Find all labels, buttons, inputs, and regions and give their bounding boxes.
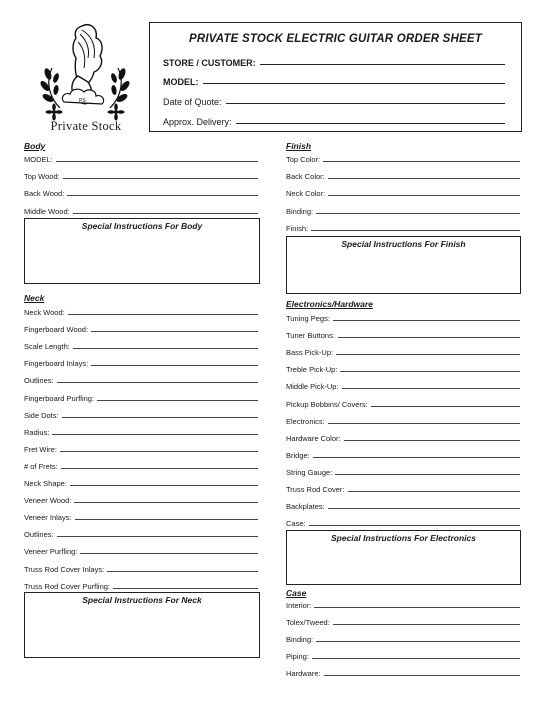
- field-label: Fingerboard Purfling:: [24, 393, 95, 403]
- electronics-field-row[interactable]: [286, 499, 520, 511]
- field-entry-line[interactable]: [309, 525, 520, 526]
- field-entry-line[interactable]: [70, 485, 258, 486]
- field-label: Case:: [286, 519, 306, 529]
- neck-field-row[interactable]: [24, 356, 258, 368]
- finish-field-row[interactable]: [286, 152, 520, 164]
- neck-field-row[interactable]: [24, 322, 258, 334]
- field-label: Truss Rod Cover Inlays:: [24, 564, 105, 574]
- neck-field-row[interactable]: [24, 579, 258, 591]
- field-label: MODEL:: [163, 77, 199, 87]
- field-label: Radius:: [24, 427, 50, 437]
- neck-field-row[interactable]: [24, 493, 258, 505]
- field-label: Bass Pick-Up:: [286, 348, 334, 358]
- electronics-heading: Electronics/Hardware: [286, 299, 373, 309]
- field-label: Neck Color:: [286, 189, 326, 199]
- field-label: STORE / CUSTOMER:: [163, 58, 256, 68]
- electronics-field-row[interactable]: [286, 397, 520, 409]
- field-label: Approx. Delivery:: [163, 117, 232, 127]
- field-entry-line[interactable]: [333, 320, 520, 321]
- order-header: [149, 22, 522, 132]
- field-label: Neck Shape:: [24, 479, 67, 488]
- field-label: Top Color:: [286, 155, 321, 164]
- field-label: Electronics:: [286, 416, 325, 426]
- electronics-instructions-box[interactable]: [286, 530, 521, 585]
- field-label: # of Frets:: [24, 461, 58, 471]
- date-of-quote-field[interactable]: [163, 93, 505, 107]
- body-heading: Body: [24, 141, 46, 151]
- body-field-row[interactable]: [24, 204, 258, 216]
- neck-field-row[interactable]: [24, 544, 258, 556]
- field-entry-line[interactable]: [328, 178, 520, 179]
- field-label: Treble Pick-Up:: [286, 365, 338, 375]
- field-label: Tuner Buttons:: [286, 331, 335, 341]
- field-label: Middle Pick-Up:: [286, 382, 339, 392]
- field-label: MODEL:: [24, 155, 53, 164]
- field-label: Outlines:: [24, 530, 54, 540]
- neck-field-row[interactable]: [24, 459, 258, 471]
- store-customer-field[interactable]: [163, 54, 505, 68]
- field-entry-line[interactable]: [328, 508, 520, 509]
- field-label: Binding:: [286, 206, 314, 216]
- field-label: Fret Wire:: [24, 444, 57, 454]
- neck-field-row[interactable]: [24, 476, 258, 488]
- electronics-field-row[interactable]: [286, 311, 520, 323]
- electronics-instructions-title: Special Instructions For Electronics: [330, 533, 476, 543]
- field-entry-line[interactable]: [91, 365, 258, 366]
- case-field-row[interactable]: [286, 615, 520, 627]
- field-label: Interior:: [286, 601, 312, 610]
- electronics-field-row[interactable]: [286, 362, 520, 374]
- body-field-row[interactable]: [24, 152, 258, 164]
- field-label: Date of Quote:: [163, 97, 222, 107]
- case-field-row[interactable]: [286, 649, 520, 661]
- neck-field-row[interactable]: [24, 373, 258, 385]
- body-field-row[interactable]: [24, 186, 258, 198]
- finish-field-row[interactable]: [286, 169, 520, 181]
- field-entry-line[interactable]: [56, 161, 258, 162]
- field-entry-line[interactable]: [63, 178, 258, 179]
- field-entry-line[interactable]: [311, 230, 520, 231]
- field-label: Tolex/Tweed:: [286, 618, 330, 628]
- field-label: Hardware:: [286, 669, 321, 679]
- field-entry-line[interactable]: [333, 624, 520, 625]
- electronics-field-row[interactable]: [286, 328, 520, 340]
- field-entry-line[interactable]: [52, 434, 258, 435]
- field-entry-line[interactable]: [113, 588, 258, 589]
- field-label: String Gauge:: [286, 467, 333, 477]
- field-entry-line[interactable]: [314, 607, 520, 608]
- neck-field-row[interactable]: [24, 391, 258, 403]
- neck-heading: Neck: [24, 293, 45, 303]
- neck-instructions-box[interactable]: [24, 592, 260, 658]
- field-entry-line[interactable]: [74, 502, 258, 503]
- field-entry-line[interactable]: [80, 553, 258, 554]
- field-entry-line[interactable]: [335, 474, 520, 475]
- field-entry-line[interactable]: [107, 571, 258, 572]
- field-entry-line[interactable]: [61, 468, 258, 469]
- field-label: Top Wood:: [24, 172, 60, 182]
- field-label: Finish:: [286, 223, 309, 233]
- neck-field-row[interactable]: [24, 305, 258, 317]
- neck-field-row[interactable]: [24, 562, 258, 574]
- svg-text:PS: PS: [79, 98, 86, 104]
- electronics-field-row[interactable]: [286, 448, 520, 460]
- brand-name: Private Stock: [50, 119, 122, 133]
- field-entry-line[interactable]: [348, 491, 521, 492]
- field-label: Outlines:: [24, 376, 54, 386]
- neck-field-row[interactable]: [24, 425, 258, 437]
- field-label: Veneer Inlays:: [24, 513, 72, 523]
- case-heading: Case: [286, 588, 307, 598]
- field-entry-line[interactable]: [75, 519, 258, 520]
- page-title: PRIVATE STOCK ELECTRIC GUITAR ORDER SHEET: [189, 33, 482, 45]
- field-entry-line[interactable]: [344, 440, 520, 441]
- field-label: Piping:: [286, 652, 309, 662]
- field-label: Side Dots:: [24, 410, 59, 420]
- field-label: Binding:: [286, 635, 314, 645]
- field-entry-line[interactable]: [97, 400, 258, 401]
- electronics-field-row[interactable]: [286, 379, 520, 391]
- body-instructions-box[interactable]: [24, 218, 260, 284]
- field-label: Pickup Bobbins/ Covers:: [286, 399, 368, 409]
- field-entry-line[interactable]: [73, 348, 258, 349]
- field-label: Back Wood:: [24, 189, 65, 199]
- field-entry-line[interactable]: [316, 641, 520, 642]
- field-entry-line[interactable]: [323, 161, 520, 162]
- field-entry-line[interactable]: [324, 675, 520, 676]
- electronics-field-row[interactable]: [286, 345, 520, 357]
- field-label: Middle Wood:: [24, 206, 70, 216]
- field-label: Back Color:: [286, 172, 325, 182]
- field-label: Truss Rod Cover Purfling:: [24, 581, 111, 591]
- electronics-field-row[interactable]: [286, 431, 520, 443]
- electronics-field-row[interactable]: [286, 465, 520, 477]
- finish-field-row[interactable]: [286, 221, 520, 233]
- electronics-field-row[interactable]: [286, 482, 520, 494]
- body-field-row[interactable]: [24, 169, 258, 181]
- approx-delivery-field[interactable]: [163, 113, 505, 127]
- case-field-row[interactable]: [286, 666, 520, 678]
- field-entry-line[interactable]: [313, 457, 520, 458]
- field-entry-line[interactable]: [67, 195, 258, 196]
- field-label: Fingerboard Wood:: [24, 325, 89, 335]
- field-entry-line[interactable]: [340, 371, 520, 372]
- finish-instructions-box[interactable]: [286, 236, 521, 294]
- field-label: Veneer Purfling:: [24, 547, 78, 557]
- finish-instructions-title: Special Instructions For Finish: [341, 239, 466, 249]
- field-entry-line[interactable]: [312, 658, 520, 659]
- field-entry-line[interactable]: [57, 536, 258, 537]
- field-entry-line[interactable]: [342, 388, 520, 389]
- neck-instructions-title: Special Instructions For Neck: [82, 595, 202, 605]
- field-entry-line[interactable]: [68, 314, 258, 315]
- field-entry-line[interactable]: [316, 213, 520, 214]
- electronics-field-row[interactable]: [286, 516, 520, 528]
- field-entry-line[interactable]: [57, 382, 258, 383]
- field-entry-line[interactable]: [328, 423, 520, 424]
- field-entry-line[interactable]: [371, 406, 520, 407]
- field-label: Hardware Color:: [286, 433, 341, 443]
- field-label: Truss Rod Cover:: [286, 485, 345, 494]
- field-label: Fingerboard Inlays:: [24, 359, 89, 369]
- finish-field-row[interactable]: [286, 186, 520, 198]
- neck-field-row[interactable]: [24, 510, 258, 522]
- finish-field-row[interactable]: [286, 204, 520, 216]
- case-field-row[interactable]: [286, 598, 520, 610]
- model-field[interactable]: [163, 73, 505, 87]
- electronics-field-row[interactable]: [286, 414, 520, 426]
- neck-field-row[interactable]: [24, 339, 258, 351]
- field-entry-line[interactable]: [336, 354, 520, 355]
- field-entry-line[interactable]: [73, 213, 258, 214]
- field-label: Neck Wood:: [24, 308, 65, 317]
- body-instructions-title: Special Instructions For Body: [81, 221, 203, 231]
- case-field-row[interactable]: [286, 632, 520, 644]
- field-label: Tuning Pegs:: [286, 314, 330, 323]
- field-entry-line[interactable]: [62, 417, 258, 418]
- field-label: Scale Length:: [24, 342, 70, 352]
- field-label: Bridge:: [286, 450, 310, 460]
- finish-heading: Finish: [286, 141, 312, 151]
- field-entry-line[interactable]: [328, 195, 520, 196]
- field-entry-line[interactable]: [338, 337, 520, 338]
- field-label: Veneer Wood:: [24, 496, 72, 506]
- neck-field-row[interactable]: [24, 527, 258, 539]
- field-entry-line[interactable]: [60, 451, 258, 452]
- neck-field-row[interactable]: [24, 442, 258, 454]
- field-label: Backplates:: [286, 502, 325, 512]
- neck-field-row[interactable]: [24, 408, 258, 420]
- field-entry-line[interactable]: [91, 331, 258, 332]
